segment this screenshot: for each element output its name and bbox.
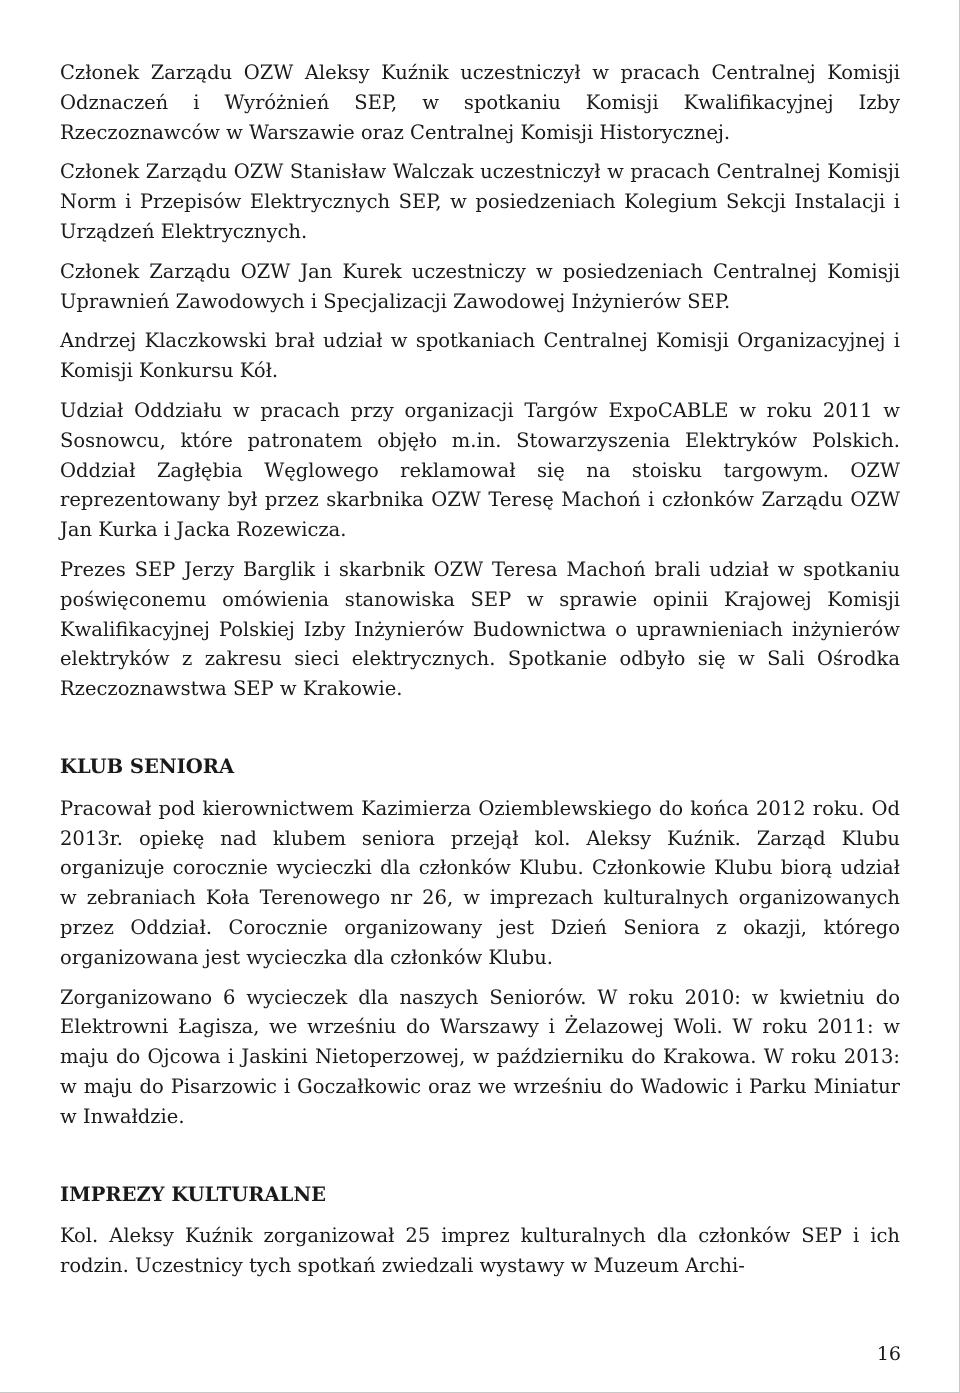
page-content <box>60 58 900 1291</box>
paragraph: Udział Oddziału w pracach przy organizacji Targów ExpoCABLE w roku 2011 w Sosnowcu, które patronatem objęło m.in. Stowarzyszenia Elektryków Polskich. Oddział Zagłębia Węglowego reklamował się na stoisku targowym. OZW reprezentowany był przez skarbnika OZW Teresę Machoń i członków Zarządu OZW Jan Kurka i Jacka Rozewicza. <box>60 398 900 542</box>
paragraph: Pracował pod kierownictwem Kazimierza Oziemblewskiego do końca 2012 roku. Od 2013r. opiekę nad klubem seniora przejął kol. Aleksy Kuźnik. Zarząd Klubu organizuje corocznie wycieczki dla członków Klubu. Członkowie Klubu biorą udział w zebraniach Koła Terenowego nr 26, w imprezach kulturalnych organizowanych przez Oddział. Corocznie organizowany jest Dzień Seniora z okazji, którego organizowana jest wycieczka dla członków Klubu. <box>60 796 900 969</box>
paragraph: Członek Zarządu OZW Aleksy Kuźnik uczestniczył w pracach Centralnej Komisji Odznaczeń i Wyróżnień SEP, w spotkaniu Komisji Kwalifikacyjnej Izby Rzeczoznawców w Warszawie oraz Centralnej Komisji Historycznej. <box>60 61 900 144</box>
heading-spacer <box>60 1209 900 1221</box>
section-heading-klub-seniora: KLUB SENIORA <box>60 754 235 778</box>
paragraph: Członek Zarządu OZW Jan Kurek uczestniczy w posiedzeniach Centralnej Komisji Uprawnień Zawodowych i Specjalizacji Zawodowej Inżynierów SEP. <box>60 259 900 313</box>
paragraph: Członek Zarządu OZW Stanisław Walczak uczestniczył w pracach Centralnej Komisji Norm i Przepisów Elektrycznych SEP, w posiedzeniach Kolegium Sekcji Instalacji i Urządzeń Elektrycznych. <box>60 160 900 243</box>
paragraph: Prezes SEP Jerzy Barglik i skarbnik OZW Teresa Machoń brali udział w spotkaniu poświęconemu omówienia stanowiska SEP w sprawie opinii Krajowej Komisji Kwalifikacyjnej Polskiej Izby Inżynierów Budownictwa o uprawnieniach inżynierów elektryków z zakresu sieci elektrycznych. Spotkanie odbyło się w Sali Ośrodka Rzeczoznawstwa SEP w Krakowie. <box>60 557 900 701</box>
section-spacer <box>60 1142 900 1180</box>
section-heading-imprezy-kulturalne: IMPREZY KULTURALNE <box>60 1182 327 1206</box>
page-number: 16 <box>876 1343 901 1365</box>
paragraph: Kol. Aleksy Kuźnik zorganizował 25 imprez kulturalnych dla członków SEP i ich rodzin. Uczestnicy tych spotkań zwiedzali wystawy w Muzeum Archi- <box>60 1224 900 1278</box>
paragraph: Andrzej Klaczkowski brał udział w spotkaniach Centralnej Komisji Organizacyjnej i Komisji Konkursu Kół. <box>60 329 900 383</box>
section-spacer <box>60 714 900 752</box>
heading-spacer <box>60 782 900 794</box>
paragraph: Zorganizowano 6 wycieczek dla naszych Seniorów. W roku 2010: w kwietniu do Elektrowni Łagisza, we wrześniu do Warszawy i Żelazowej Woli. W roku 2011: w maju do Ojcowa i Jaskini Nietoperzowej, w październiku do Krakowa. W roku 2013: w maju do Pisarzowic i Goczałkowic oraz we wrześniu do Wadowic i Parku Miniatur w Inwałdzie. <box>60 985 900 1128</box>
